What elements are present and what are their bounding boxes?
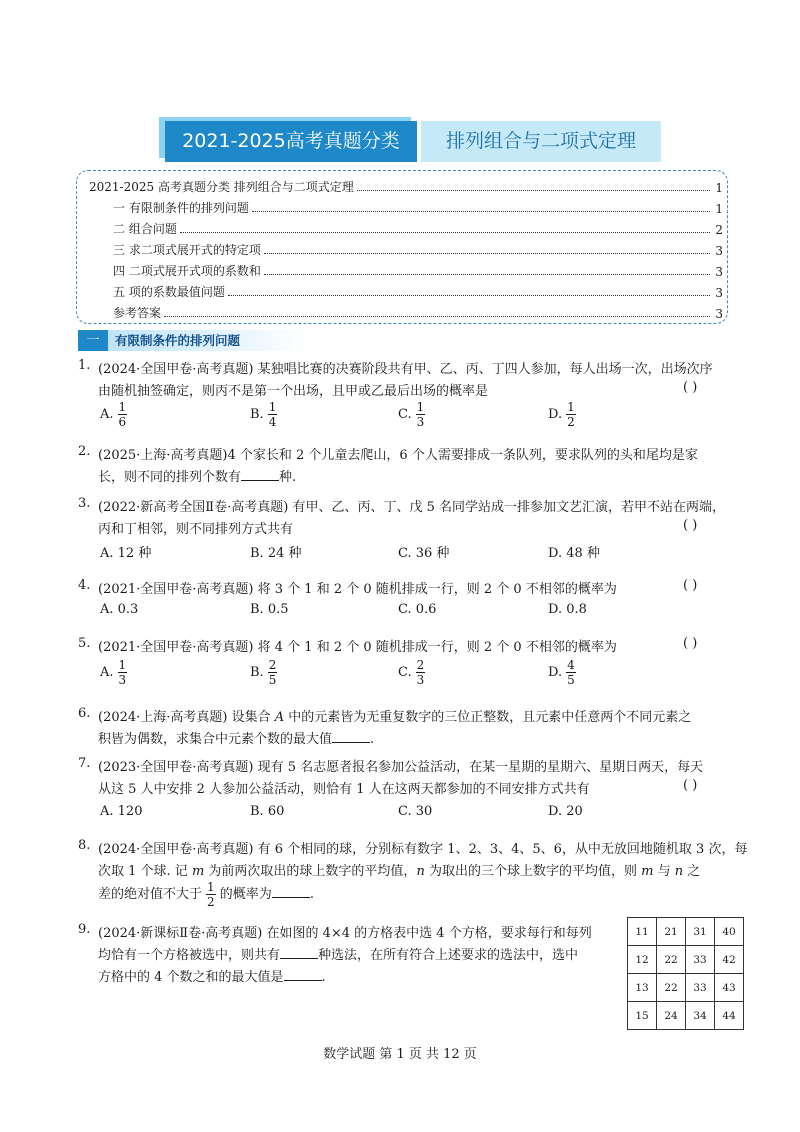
- answer-parenthesis: ( ): [683, 778, 698, 793]
- option-letter: A.: [100, 407, 114, 422]
- question-text: (2024·全国甲卷·高考真题) 有 6 个相同的球，分别标有数字 1、2、3、4、5、6，从中无放回地随机取 3 次，每: [98, 842, 748, 857]
- table-of-contents: [76, 170, 728, 324]
- question-text: (2024·全国甲卷·高考真题) 某独唱比赛的决赛阶段共有甲、乙、丙、丁四人参加，每人出场一次，出场次序: [98, 362, 713, 377]
- question-text: (2025·上海·高考真题)4 个家长和 2 个儿童去爬山，6 个人需要排成一条队列，要求队列的头和尾均是家: [98, 448, 698, 463]
- grid-cell: 44: [715, 1002, 744, 1030]
- grid-cell: 24: [657, 1002, 686, 1030]
- question-text: 差的绝对值不大于 $\frac{1}{2}$ 的概率为 .: [98, 880, 314, 909]
- fraction: $\frac{1}{6}$: [118, 400, 127, 429]
- option-a[interactable]: [100, 658, 127, 687]
- grid-row: [628, 974, 744, 1002]
- option-letter: C.: [398, 665, 412, 680]
- option-d[interactable]: D. 0.8: [548, 602, 587, 617]
- fraction: $\frac{1}{2}$: [567, 400, 575, 429]
- answer-parenthesis: ( ): [683, 518, 698, 533]
- toc-entry-label: 参考答案: [113, 306, 162, 320]
- grid-row: [628, 918, 744, 946]
- option-letter: D.: [548, 407, 563, 422]
- option-letter: A.: [100, 665, 114, 680]
- fraction: $\frac{2}{5}$: [268, 658, 277, 687]
- answer-parenthesis: ( ): [683, 380, 698, 395]
- option-c[interactable]: C. 30: [398, 804, 433, 819]
- option-d[interactable]: [548, 400, 576, 429]
- toc-entry-page: 2: [715, 223, 723, 237]
- question-number: 7.: [78, 756, 91, 771]
- question-text: (2022·新高考全国Ⅱ卷·高考真题) 有甲、乙、丙、丁、戊 5 名同学站成一排参加文艺汇演，若甲不站在两端，: [98, 500, 725, 515]
- grid-cell: 12: [628, 946, 657, 974]
- question-number: 4.: [78, 578, 91, 593]
- option-letter: B.: [250, 407, 264, 422]
- answer-blank[interactable]: [284, 968, 322, 981]
- question-number: 2.: [78, 444, 91, 459]
- question-number: 8.: [78, 838, 91, 853]
- option-letter: B.: [250, 665, 264, 680]
- fraction: $\frac{1}{3}$: [118, 658, 127, 687]
- toc-entry-label: 二 组合问题: [113, 222, 177, 236]
- title-banner-right: 排列组合与二项式定理: [421, 121, 661, 162]
- fraction: $\frac{1}{2}$: [207, 880, 215, 909]
- grid-cell: 43: [715, 974, 744, 1002]
- option-c[interactable]: C. 0.6: [398, 602, 437, 617]
- question-number: 9.: [78, 922, 91, 937]
- grid-cell: 15: [628, 1002, 657, 1030]
- option-b[interactable]: B. 60: [250, 804, 285, 819]
- grid-cell: 33: [686, 946, 715, 974]
- answer-blank[interactable]: [241, 468, 279, 481]
- option-c[interactable]: [398, 658, 425, 687]
- question-number: 5.: [78, 636, 91, 651]
- grid-cell: 31: [686, 918, 715, 946]
- toc-entry[interactable]: [113, 261, 723, 279]
- answer-blank[interactable]: [332, 730, 370, 743]
- section-header: [78, 330, 378, 351]
- toc-entry-label: 三 求二项式展开式的特定项: [113, 243, 261, 257]
- toc-entry[interactable]: [113, 282, 723, 300]
- question-text: 由随机抽签确定，则丙不是第一个出场，且甲或乙最后出场的概率是: [98, 384, 489, 399]
- section-number: 一: [78, 330, 108, 351]
- grid-cell: 22: [657, 946, 686, 974]
- grid-cell: 22: [657, 974, 686, 1002]
- answer-parenthesis: ( ): [683, 578, 698, 593]
- question-text: 均恰有一个方格被选中，则共有 种选法，在所有符合上述要求的选法中，选中: [98, 948, 579, 963]
- answer-blank[interactable]: [280, 946, 318, 959]
- grid-row: [628, 1002, 744, 1030]
- option-d[interactable]: D. 20: [548, 804, 583, 819]
- option-c[interactable]: C. 36 种: [398, 546, 450, 561]
- toc-entry-page: 1: [715, 181, 723, 195]
- question-text: (2021·全国甲卷·高考真题) 将 4 个 1 和 2 个 0 随机排成一行，则 2 个 0 不相邻的概率为: [98, 640, 617, 655]
- grid-cell: 11: [628, 918, 657, 946]
- fraction: $\frac{2}{3}$: [416, 658, 425, 687]
- option-b[interactable]: [250, 400, 277, 429]
- option-b[interactable]: B. 0.5: [250, 602, 289, 617]
- option-a[interactable]: A. 12 种: [100, 546, 152, 561]
- toc-entry-label: 五 项的系数最值问题: [113, 285, 225, 299]
- toc-entry[interactable]: [113, 219, 723, 237]
- grid-cell: 34: [686, 1002, 715, 1030]
- page-footer: 数学试题 第 1 页 共 12 页: [323, 1047, 477, 1062]
- question-text: 长，则不同的排列个数有 种.: [98, 470, 297, 485]
- option-a[interactable]: [100, 400, 127, 429]
- toc-entry-page: 3: [715, 265, 723, 279]
- question-text: (2024·新课标Ⅱ卷·高考真题) 在如图的 4×4 的方格表中选 4 个方格，要求每行和每列: [98, 926, 592, 941]
- fraction: $\frac{1}{3}$: [416, 400, 425, 429]
- fraction: $\frac{1}{4}$: [268, 400, 277, 429]
- grid-cell: 21: [657, 918, 686, 946]
- grid-cell: 40: [715, 918, 744, 946]
- grid-cell: 13: [628, 974, 657, 1002]
- answer-parenthesis: ( ): [683, 636, 698, 651]
- number-grid: [627, 917, 744, 1030]
- question-text: 从这 5 人中安排 2 人参加公益活动，则恰有 1 人在这两天都参加的不同安排方式共有: [98, 782, 590, 797]
- option-c[interactable]: [398, 400, 425, 429]
- option-d[interactable]: D. 48 种: [548, 546, 600, 561]
- title-banner-left: 2021-2025高考真题分类: [165, 121, 417, 162]
- option-b[interactable]: [250, 658, 277, 687]
- toc-entry-label: 2021-2025 高考真题分类 排列组合与二项式定理: [89, 180, 354, 194]
- option-a[interactable]: A. 120: [100, 804, 143, 819]
- toc-entry-page: 1: [715, 202, 723, 216]
- toc-entry[interactable]: [113, 303, 723, 321]
- option-d[interactable]: [548, 658, 576, 687]
- question-text: 积皆为偶数，求集合中元素个数的最大值 .: [98, 732, 375, 747]
- question-text: 丙和丁相邻，则不同排列方式共有: [98, 522, 294, 537]
- toc-entry-label: 一 有限制条件的排列问题: [113, 201, 249, 215]
- question-text: 次取 1 个球. 记 m 为前两次取出的球上数字的平均值，n 为取出的三个球上数字的平均值，则 m 与 n 之: [98, 864, 701, 879]
- option-a[interactable]: A. 0.3: [100, 602, 139, 617]
- grid-row: [628, 946, 744, 974]
- toc-entry[interactable]: [89, 177, 723, 195]
- question-text: (2023·全国甲卷·高考真题) 现有 5 名志愿者报名参加公益活动，在某一星期的星期六、星期日两天，每天: [98, 760, 704, 775]
- toc-entry-page: 3: [715, 244, 723, 258]
- question-number: 3.: [78, 496, 91, 511]
- question-number: 6.: [78, 706, 91, 721]
- question-text: 方格中的 4 个数之和的最大值是 .: [98, 970, 326, 985]
- question-text: (2021·全国甲卷·高考真题) 将 3 个 1 和 2 个 0 随机排成一行，则 2 个 0 不相邻的概率为: [98, 582, 617, 597]
- option-letter: C.: [398, 407, 412, 422]
- question-number: 1.: [78, 358, 91, 373]
- toc-entry-page: 3: [715, 286, 723, 300]
- toc-entry[interactable]: [113, 240, 723, 258]
- toc-entry-label: 四 二项式展开式项的系数和: [113, 264, 261, 278]
- question-text: (2024·上海·高考真题) 设集合 A 中的元素皆为无重复数字的三位正整数，且元素中任意两个不同元素之: [98, 710, 692, 725]
- section-title: 有限制条件的排列问题: [115, 333, 241, 348]
- answer-blank[interactable]: [272, 885, 310, 898]
- grid-cell: 42: [715, 946, 744, 974]
- grid-cell: 33: [686, 974, 715, 1002]
- option-b[interactable]: B. 24 种: [250, 546, 302, 561]
- toc-entry-page: 3: [715, 307, 723, 321]
- toc-entry[interactable]: [113, 198, 723, 216]
- option-letter: D.: [548, 665, 563, 680]
- fraction: $\frac{4}{5}$: [567, 658, 575, 687]
